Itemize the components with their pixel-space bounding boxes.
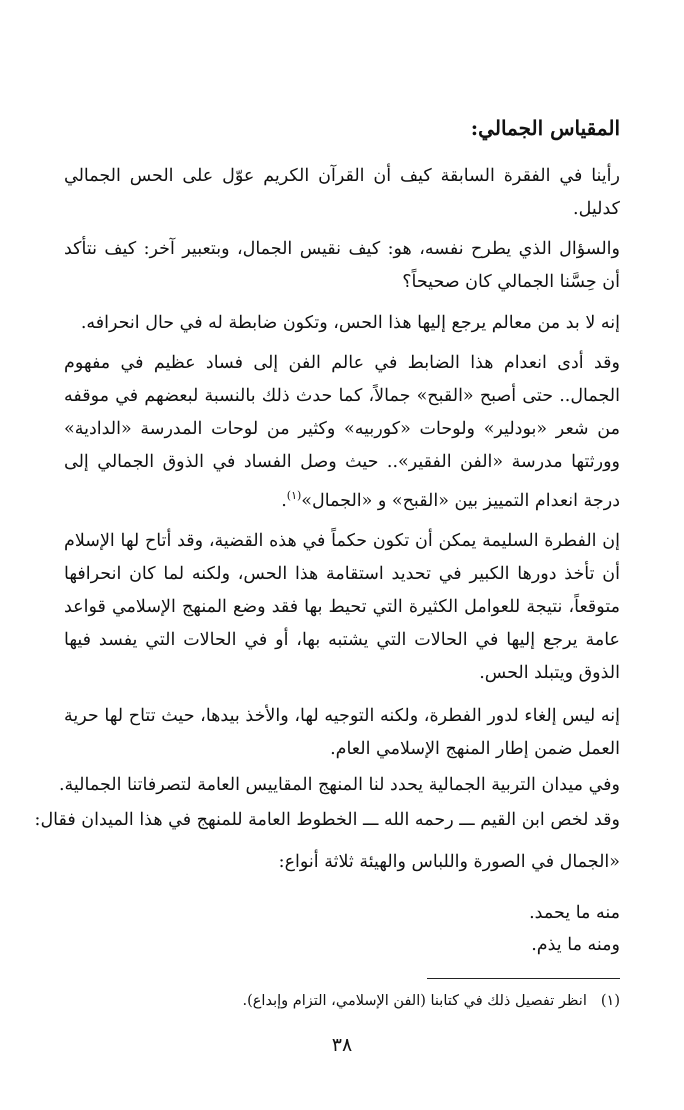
quote-line-3: ومنه ما يذم.	[531, 935, 620, 955]
page-number: ٣٨	[331, 1034, 353, 1056]
paragraph-6: إنه ليس إلغاء لدور الفطرة، ولكنه التوجيه لها، والأخذ بيدها، حيث تتاح لها حرية العمل ضمن إطار المنهج الإسلامي العام.	[64, 706, 620, 759]
paragraph-4-text: وقد أدى انعدام هذا الضابط في عالم الفن إلى فساد عظيم في مفهوم الجمال.. حتى أصبح «القبح» جمالاً، كما حدث ذلك بالنسبة لبعضهم في موقفه من شعر «بودلير» ولوحات «كوربيه» وكثير من لوحات المدرسة «الدادية» وورثتها مدرسة «الفن الفقير».. حيث وصل الفساد في الذوق الجمالي إلى درجة انعدام التمييز بين «القبح» و «الجمال»	[64, 353, 620, 511]
footnote-text: انظر تفصيل ذلك في كتابنا (الفن الإسلامي، التزام وإبداع).	[242, 993, 587, 1009]
paragraph-4-end: .	[281, 490, 287, 511]
quote-line-1: «الجمال في الصورة واللباس والهيئة ثلاثة أنواع:	[278, 852, 620, 872]
footnote-divider	[427, 978, 620, 979]
footnote-number: (١)	[600, 993, 620, 1009]
paragraph-5: إن الفطرة السليمة يمكن أن تكون حكماً في هذه القضية، وقد أتاح لها الإسلام أن تأخذ دورها الكبير في تحديد استقامة هذا الحس، ولكنه لما كان انحرافها متوقعاً، نتيجة للعوامل الكثيرة التي تحيط بها فقد وضع المنهج الإسلامي قواعد عامة يرجع إليها في الحالات التي يشتبه بها، أو في الحالات التي يفسد فيها الذوق ويتبلد الحس.	[64, 531, 620, 683]
paragraph-1: رأينا في الفقرة السابقة كيف أن القرآن الكريم عوّل على الحس الجمالي كدليل.	[64, 166, 620, 219]
footnote-reference: (١)	[286, 489, 302, 502]
quote-line-2: منه ما يحمد.	[529, 903, 620, 923]
paragraph-7: وفي ميدان التربية الجمالية يحدد لنا المنهج المقاييس العامة لتصرفاتنا الجمالية.	[58, 775, 620, 795]
paragraph-3: إنه لا بد من معالم يرجع إليها هذا الحس، وتكون ضابطة له في حال انحرافه.	[80, 313, 620, 333]
footnote	[64, 990, 620, 1012]
section-heading: المقياس الجمالي:	[470, 116, 620, 140]
paragraph-4	[64, 347, 620, 518]
paragraph-2: والسؤال الذي يطرح نفسه، هو: كيف نقيس الجمال، وبتعبير آخر: كيف نتأكد أن حِسَّنا الجمالي كان صحيحاً؟	[64, 239, 620, 292]
paragraph-8: وقد لخص ابن القيم ـــ رحمه الله ـــ الخطوط العامة للمنهج في هذا الميدان فقال:	[34, 810, 620, 830]
